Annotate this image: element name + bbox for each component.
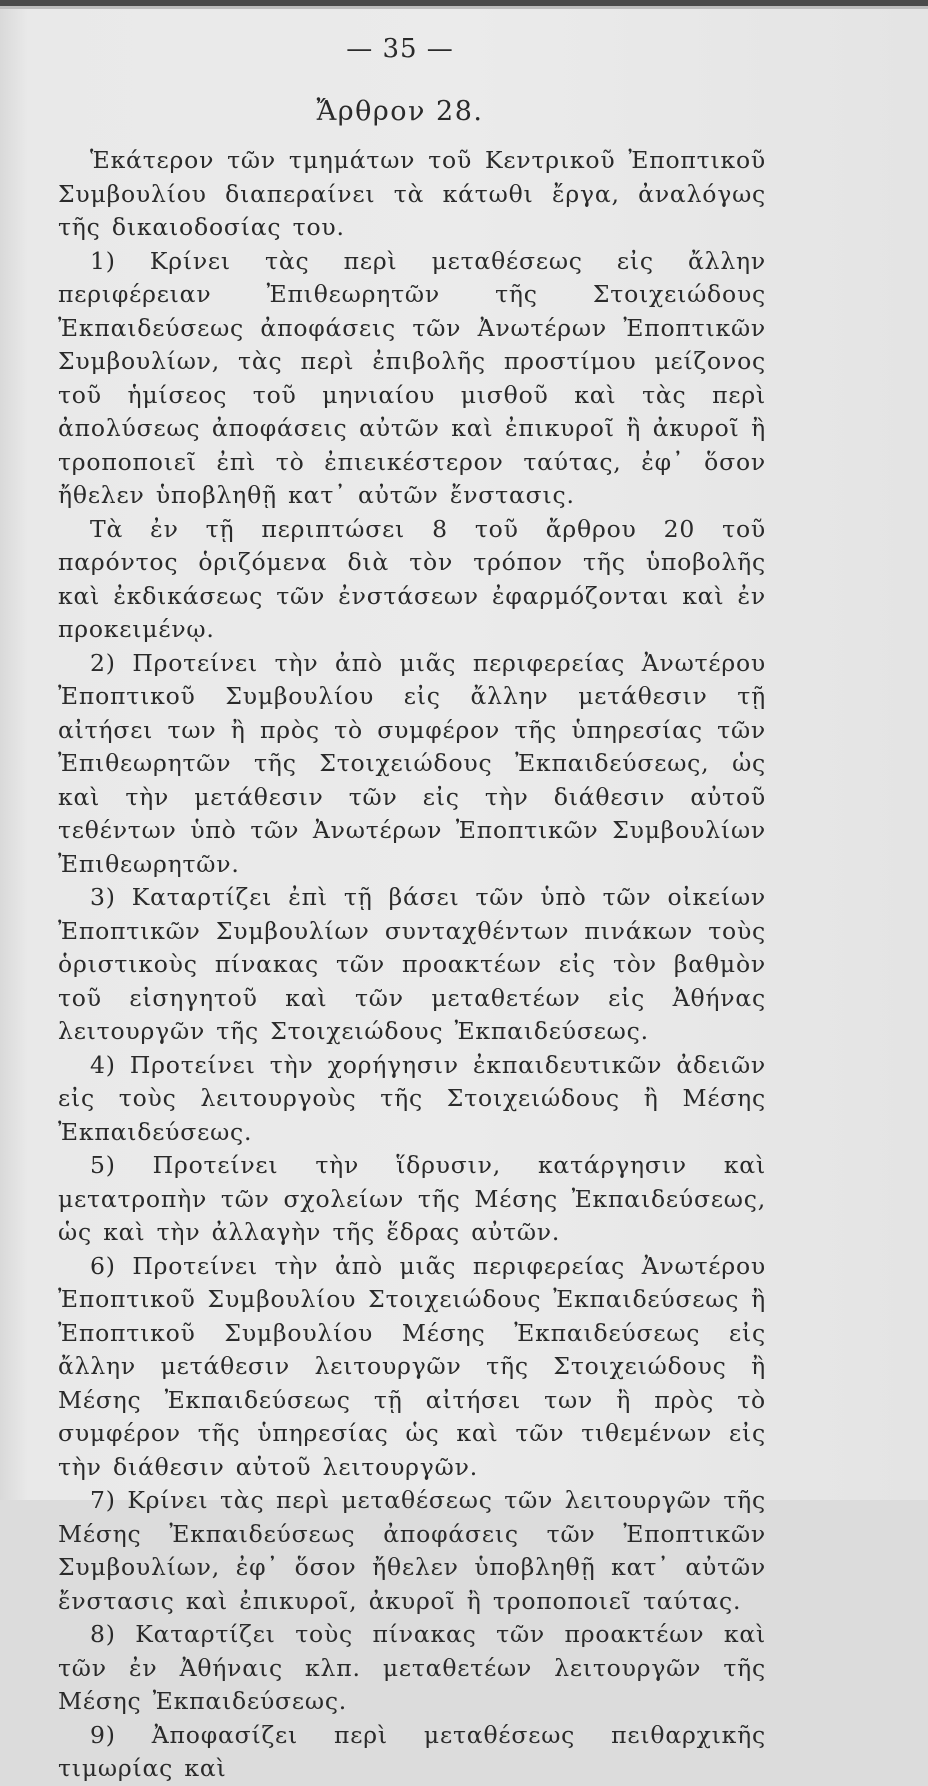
paragraph-item-4: 4) Προτείνει τὴν χορήγησιν ἐκπαιδευτικῶν ἀδειῶν εἰς τοὺς λειτουργοὺς τῆς Στοιχειώδους ἢ Μέσης Ἐκπαιδεύσεως. (58, 1050, 766, 1146)
paragraph-item-7: 7) Κρίνει τὰς περὶ μεταθέσεως τῶν λειτουργῶν τῆς Μέσης Ἐκπαιδεύσεως ἀποφάσεις τῶν Ἐποπτικῶν Συμβουλίων, ἐφ᾽ ὅσον ἤθελεν ὑποβληθῇ κατ᾽ αὐτῶν ἔνστασις καὶ ἐπικυροῖ, ἀκυροῖ ἢ τροποποιεῖ ταύτας. (58, 1486, 766, 1615)
paragraph-item-6: 6) Προτείνει τὴν ἀπὸ μιᾶς περιφερείας Ἀνωτέρου Ἐποπτικοῦ Συμβουλίου Στοιχειώδους Ἐκπαιδεύσεως ἢ Ἐποπτικοῦ Συμβουλίου Μέσης Ἐκπαιδεύσεως εἰς ἄλλην μετάθεσιν λειτουργῶν τῆς Στοιχειώδους ἢ Μέσης Ἐκπαιδεύσεως τῇ αἰτήσει των ἢ πρὸς τὸ συμφέρον τῆς ὑπηρεσίας ὡς καὶ τῶν τιθεμένων εἰς τὴν διάθεσιν αὐτοῦ λειτουργῶν. (58, 1251, 766, 1481)
paragraph-item-2: 2) Προτείνει τὴν ἀπὸ μιᾶς περιφερείας Ἀνωτέρου Ἐποπτικοῦ Συμβουλίου εἰς ἄλλην μετάθεσιν τῇ αἰτήσει των ἢ πρὸς τὸ συμφέρον τῆς ὑπηρεσίας τῶν Ἐπιθεωρητῶν τῆς Στοιχειώδους Ἐκπαιδεύσεως, ὡς καὶ τὴν μετάθεσιν τῶν εἰς τὴν διάθεσιν αὐτοῦ τεθέντων ὑπὸ τῶν Ἀνωτέρων Ἐποπτικῶν Συμβουλίων Ἐπιθεωρητῶν. (58, 648, 766, 878)
article-heading: Ἄρθρον 28. (316, 96, 484, 127)
paragraph-item-5: 5) Προτείνει τὴν ἵδρυσιν, κατάργησιν καὶ μετατροπὴν τῶν σχολείων τῆς Μέσης Ἐκπαιδεύσεως, ὡς καὶ τὴν ἀλλαγὴν τῆς ἕδρας αὐτῶν. (58, 1151, 766, 1246)
top-border-shadow (0, 6, 928, 9)
paragraph-item-8: 8) Καταρτίζει τοὺς πίνακας τῶν προακτέων καὶ τῶν ἐν Ἀθήναις κλπ. μεταθετέων λειτουργῶν τῆς Μέσης Ἐκπαιδεύσεως. (58, 1620, 766, 1715)
paragraph-item-1: 1) Κρίνει τὰς περὶ μεταθέσεως εἰς ἄλλην περιφέρειαν Ἐπιθεωρητῶν τῆς Στοιχειώδους Ἐκπαιδεύσεως ἀποφάσεις τῶν Ἀνωτέρων Ἐποπτικῶν Συμβουλίων, τὰς περὶ ἐπιβολῆς προστίμου μείζονος τοῦ ἡμίσεος τοῦ μηνιαίου μισθοῦ καὶ τὰς περὶ ἀπολύσεως ἀποφάσεις αὐτῶν καὶ ἐπικυροῖ ἢ ἀκυροῖ ἢ τροποποιεῖ ἐπὶ τὸ ἐπιεικέστερον ταύτας, ἐφ᾽ ὅσον ἤθελεν ὑποβληθῇ κατ᾽ αὐτῶν ἔνστασις. (58, 246, 766, 509)
paragraph-item-1-note: Τὰ ἐν τῇ περιπτώσει 8 τοῦ ἄρθρου 20 τοῦ παρόντος ὁριζόμενα διὰ τὸν τρόπον τῆς ὑποβολῆς καὶ ἐκδικάσεως τῶν ἐνστάσεων ἐφαρμόζονται καὶ ἐν προκειμένῳ. (58, 514, 766, 643)
paragraph-item-3: 3) Καταρτίζει ἐπὶ τῇ βάσει τῶν ὑπὸ τῶν οἰκείων Ἐποπτικῶν Συμβουλίων συνταχθέντων πινάκων τοὺς ὁριστικοὺς πίνακας τῶν προακτέων εἰς τὸν βαθμὸν τοῦ εἰσηγητοῦ καὶ τῶν μεταθετέων εἰς Ἀθήνας λειτουργῶν τῆς Στοιχειώδους Ἐκπαιδεύσεως. (58, 883, 766, 1045)
paragraph-item-9: 9) Ἀποφασίζει περὶ μεταθέσεως πειθαρχικῆς τιμωρίας καὶ (58, 1720, 766, 1782)
page-number: — 35 — (346, 34, 454, 64)
paragraph-intro: Ἑκάτερον τῶν τμημάτων τοῦ Κεντρικοῦ Ἐποπτικοῦ Συμβουλίου διαπεραίνει τὰ κάτωθι ἔργα, ἀναλόγως τῆς δικαιοδοσίας του. (58, 146, 766, 241)
article-body (58, 144, 766, 1786)
